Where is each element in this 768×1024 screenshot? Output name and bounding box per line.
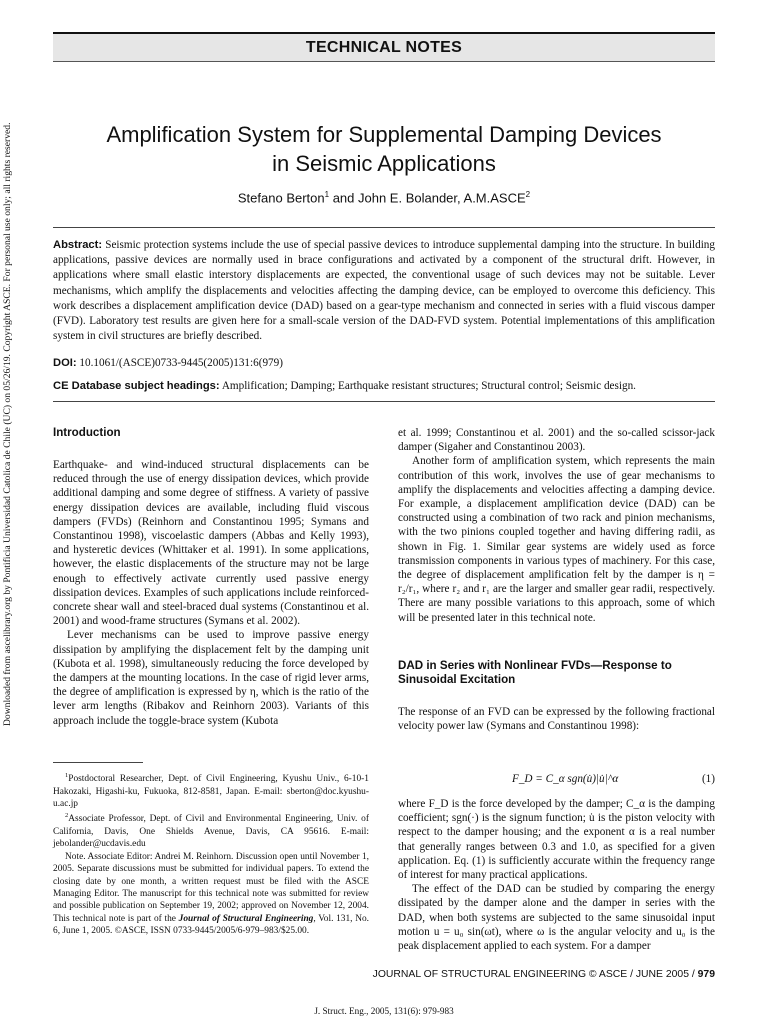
right-paragraph-2: Another form of amplification system, which represents the main contribution of this work, involves the use of gear mechanisms to amplify the displacements and velocities affecting a damping device. For example, a displacement amplification device (DAD) can be constructed using a combination of two rack and pinion mechanisms, with the two pinions coupled together and having differing radii, as shown in Fig. 1. Similar gear systems are widely used as force transmission components in various types of machinery. For this case, the degree of displacement amplification felt by the damper is η = r₂/r₁, where r₂ and r₁ are the larger and smaller gear radii, respectively. There are many possible variations to this approach, some of which will be presented later in this technical note. — [398, 455, 715, 624]
footnotes-block — [53, 770, 369, 938]
footnote-1-text: Postdoctoral Researcher, Dept. of Civil Engineering, Kyushu Univ., 6-10-1 Hakozaki, Higashi-ku, Fukuoka, 812-8581, Japan. E-mail: sberton@doc.kyushu-u.ac.jp — [53, 774, 369, 809]
section-heading-dad — [398, 659, 715, 687]
author-conjunction: and — [329, 190, 358, 206]
section-banner: TECHNICAL NOTES — [53, 32, 715, 62]
footnote-2-mark: 2 — [65, 812, 69, 820]
paper-title — [53, 120, 715, 178]
right-paragraph-continued: et al. 1999; Constantinou et al. 2001) and the so-called scissor-jack damper (Sigaher and Constantinou 2003). — [398, 427, 715, 454]
footnote-1-mark: 1 — [65, 772, 69, 779]
title-line-2: in Seismic Applications — [272, 151, 496, 176]
subject-headings-label: CE Database subject headings: — [53, 380, 220, 392]
title-line-1: Amplification System for Supplemental Damping Devices — [106, 122, 662, 147]
section-heading-dad-line-2: Sinusoidal Excitation — [398, 672, 516, 686]
journal-footer-text: JOURNAL OF STRUCTURAL ENGINEERING © ASCE / JUNE 2005 / — [372, 969, 698, 980]
footnote-divider — [53, 762, 143, 763]
footnote-2 — [53, 810, 369, 850]
right-column — [398, 426, 715, 733]
citation-line: J. Struct. Eng., 2005, 131(6): 979-983 — [314, 1006, 454, 1016]
footnote-note — [53, 851, 369, 938]
right-column-lower — [398, 797, 715, 953]
footnote-note-text: Note. Associate Editor: Andrei M. Reinhorn. Discussion open until November 1, 2005. Separate discussions must be submitted for individual papers. To extend the closing date by one month, a written request must be filed with the ASCE Managing Editor. The manuscript for this technical note was submitted for review and possible publication on September 19, 2002; approved on November 12, 2004. This technical note is part of the — [53, 851, 369, 924]
divider-middle — [53, 401, 715, 402]
footnote-journal-name: Journal of Structural Engineering — [178, 913, 314, 924]
author-1: Stefano Berton — [237, 190, 325, 206]
subject-headings-line — [53, 380, 715, 392]
author-2: John E. Bolander, A.M.ASCE — [358, 190, 526, 206]
equation-1 — [398, 773, 715, 791]
equation-number: (1) — [701, 773, 715, 785]
author-2-affiliation-mark: 2 — [525, 190, 531, 199]
right-paragraph-5: The effect of the DAD can be studied by comparing the energy dissipated by the damper alone and the damper in series with the DAD, when both systems are subjected to the same sinusoidal input motion u = u₀ sin(ωt), where ω is the angular velocity and u₀ is the peak displacement applied to each system. For a damper — [398, 883, 715, 953]
right-paragraph-4: where F_D is the force developed by the damper; C_α is the damping coefficient; sgn(·) is the signum function; u̇ is the piston velocity with respect to the damper housing; and the exponent α is a real number that generally ranges between 0.3 and 1.0, as specified for a given application. Eq. (1) is sufficiently accurate within the frequency range of interest for many practical applications. — [398, 798, 715, 882]
doi-value[interactable]: 10.1061/(ASCE)0733-9445(2005)131:6(979) — [79, 357, 283, 369]
intro-paragraph-1: Earthquake- and wind-induced structural displacements can be reduced through the use of energy dissipation devices, which provide additional damping and some degree of stiffness. A variety of passive energy dissipation devices are available, including fluid viscous dampers (FVDs) (Reinhorn and Constantinou 1995; Symans and Constantinou 1998), viscoelastic dampers (Abbas and Kelly 1993), and hysteretic devices (Whittaker et al. 1991). In some applications, however, the elastic displacements of the structure may not be large enough to effectively activate currently used passive energy dissipation devices. Examples of such applications include reinforced-concrete shear wall and steel-braced dual systems (Constantinou et al. 2001) and wood-frame structures (Symans et al. 2002). — [53, 459, 369, 628]
author-line — [53, 190, 715, 205]
footnote-2-text: Associate Professor, Dept. of Civil and Environmental Engineering, Univ. of California, Davis, One Shields Avenue, Davis, CA 95616. E-mail: jebolander@ucdavis.edu — [53, 814, 369, 850]
divider-top — [53, 227, 715, 228]
doi-label: DOI: — [53, 357, 77, 369]
doi-line — [53, 357, 715, 369]
subject-headings-value: Amplification; Damping; Earthquake resistant structures; Structural control; Seismic design. — [221, 380, 636, 392]
page-number: 979 — [697, 969, 715, 980]
journal-footer — [53, 969, 715, 980]
footnote-1 — [53, 770, 369, 810]
right-paragraph-3: The response of an FVD can be expressed by the following fractional velocity power law (Symans and Constantinou 1998): — [398, 705, 715, 733]
download-notice-text: Downloaded from ascelibrary.org by Pontificia Universidad Catolica de Chile (UC) on 05/26/19. Copyright ASCE. For personal use only; all rights reserved. — [2, 122, 13, 726]
section-heading-introduction: Introduction — [53, 426, 121, 439]
equation-body: F_D = C_α sgn(u̇)|u̇|^α — [512, 773, 619, 785]
author-1-affiliation-mark: 1 — [324, 190, 330, 199]
intro-paragraph-2: Lever mechanisms can be used to improve passive energy dissipation by amplifying the displacement felt by the damping unit (Kubota et al. 1998), simultaneously reducing the force developed by the dampers at the mounting locations. In the case of rigid lever arms, the degree of amplification is expressed by η, which is the ratio of the lever arm lengths (Ribakov and Reinhorn 2003). Variants of this approach include the toggle-brace system (Kubota — [53, 629, 369, 727]
abstract-text: Seismic protection systems include the use of special passive devices to introduce supplemental damping into the structure. In building applications, passive devices are normally used in brace configurations and activated by a component of the structural drift. However, in applications where small elastic interstory displacements are expected, the conventional usage of such devices may not be suitable. Lever mechanisms, which amplify the displacements and velocities affecting the damping device, can be employed to overcome this deficiency. This work describes a displacement amplification device (DAD) based on a gear-type mechanism and connected in series with a fluid viscous damper (FVD). Laboratory test results are given here for a small-scale version of the DAD-FVD system. Potential implementations of this amplification system in civil structures are briefly described. — [53, 239, 715, 343]
footnote-journal-details: , Vol. 131, No. 6, June 1, 2005. ©ASCE, ISSN 0733-9445/2005/6-979–983/$25.00. — [53, 913, 370, 937]
abstract-label: Abstract: — [53, 239, 103, 251]
abstract-block — [53, 238, 715, 344]
section-heading-dad-line-1: DAD in Series with Nonlinear FVDs—Response to — [398, 658, 672, 672]
download-side-note — [0, 122, 16, 726]
left-column — [53, 426, 369, 728]
